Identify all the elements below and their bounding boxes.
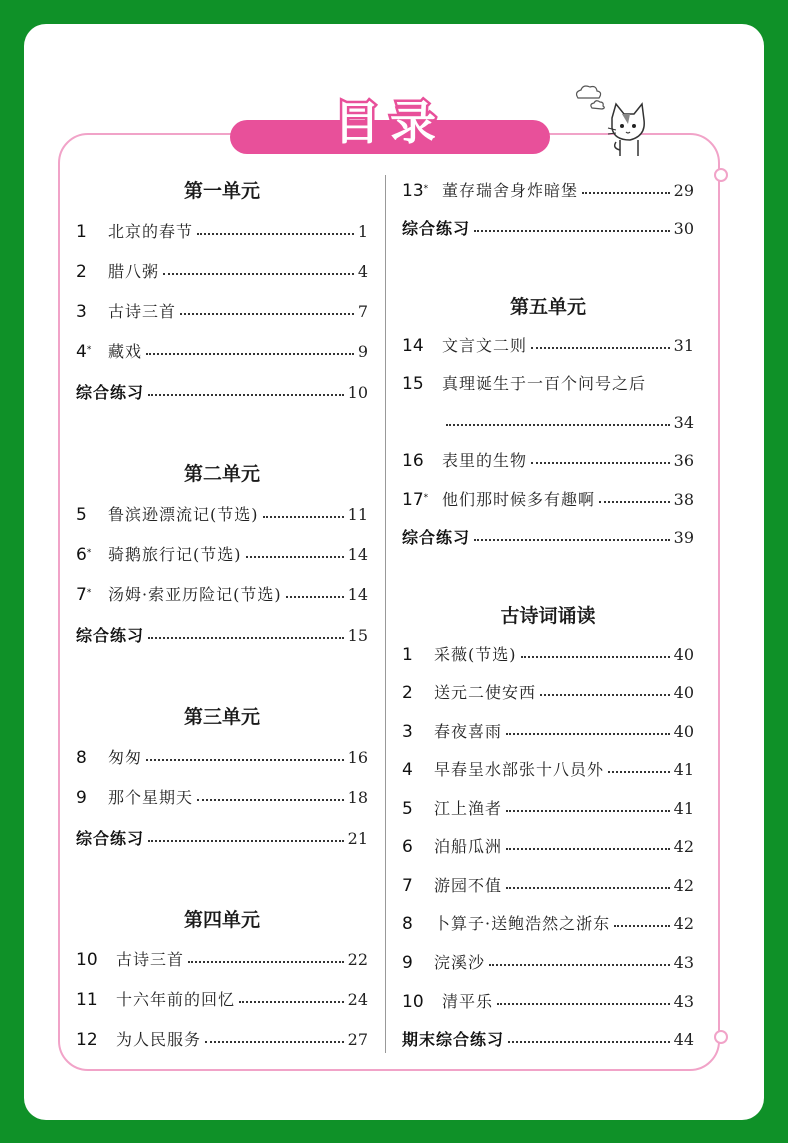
- lesson-title: 卜算子·送鲍浩然之浙东: [434, 914, 611, 933]
- dot-leader: [608, 771, 670, 773]
- page-number: 7: [357, 302, 368, 321]
- toc-entry[interactable]: [402, 758, 694, 782]
- page-number: 41: [673, 760, 694, 779]
- page-number: 29: [673, 181, 694, 200]
- exercise-entry[interactable]: [402, 526, 694, 550]
- unit-heading: 古诗词诵读: [500, 605, 596, 627]
- dot-leader: [246, 556, 344, 558]
- dot-leader: [599, 501, 670, 503]
- toc-entry[interactable]: [402, 720, 694, 744]
- page-number: 42: [673, 914, 694, 933]
- lesson-number: [402, 488, 442, 512]
- toc-entry[interactable]: [402, 681, 694, 705]
- dot-leader: [197, 233, 354, 235]
- lesson-number: [402, 449, 442, 473]
- toc-entry[interactable]: [402, 488, 694, 512]
- lesson-number-text: 5: [76, 505, 87, 525]
- toc-entry[interactable]: [76, 746, 368, 770]
- frame-ring-top: [714, 168, 728, 182]
- lesson-number-text: 9: [402, 953, 413, 973]
- toc-entry-continuation[interactable]: [402, 411, 694, 435]
- unit-heading: 第三单元: [183, 706, 260, 728]
- dot-leader: [474, 539, 670, 541]
- page-number: 21: [347, 829, 368, 848]
- dot-leader: [521, 656, 670, 658]
- lesson-number: [76, 746, 108, 770]
- lesson-number-text: 2: [76, 262, 87, 282]
- lesson-title: 古诗三首: [116, 950, 185, 969]
- page-number: 41: [673, 799, 694, 818]
- lesson-title: 他们那时候多有趣啊: [442, 490, 596, 509]
- lesson-number-text: 12: [76, 1030, 98, 1050]
- lesson-number-text: 10: [76, 950, 98, 970]
- dot-leader: [506, 887, 670, 889]
- dot-leader: [474, 230, 670, 232]
- lesson-number-text: 10: [402, 992, 424, 1012]
- lesson-title: 十六年前的回忆: [116, 990, 236, 1009]
- toc-entry[interactable]: [76, 503, 368, 527]
- page-number: 1: [357, 222, 368, 241]
- lesson-number-text: 1: [402, 645, 413, 665]
- toc-entry[interactable]: [402, 990, 694, 1014]
- dot-leader: [180, 313, 354, 315]
- page-number: 34: [673, 413, 694, 432]
- lesson-number: [402, 835, 434, 859]
- toc-entry[interactable]: [76, 260, 368, 284]
- dot-leader: [531, 347, 670, 349]
- page-number: 42: [673, 837, 694, 856]
- lesson-title: 真理诞生于一百个问号之后: [442, 374, 647, 393]
- toc-entry[interactable]: [402, 797, 694, 821]
- page-number: 40: [673, 645, 694, 664]
- exercise-title: 综合练习: [402, 219, 471, 238]
- lesson-number: [402, 990, 442, 1014]
- page-number: 11: [347, 505, 368, 524]
- lesson-number-text: 2: [402, 683, 413, 703]
- lesson-number: [76, 543, 108, 567]
- optional-star-mark: *: [423, 184, 429, 194]
- dot-leader: [148, 394, 344, 396]
- optional-star-mark: *: [423, 493, 429, 503]
- page-number: 9: [357, 342, 368, 361]
- page-number: 18: [347, 788, 368, 807]
- lesson-number-text: 17: [402, 490, 424, 510]
- lesson-number-text: 7: [402, 876, 413, 896]
- exercise-title: 综合练习: [76, 383, 145, 402]
- lesson-number: [402, 912, 434, 936]
- lesson-number-text: 6: [402, 837, 413, 857]
- lesson-title: 骑鹅旅行记(节选): [108, 545, 242, 564]
- lesson-title: 古诗三首: [108, 302, 177, 321]
- page-number: 15: [347, 626, 368, 645]
- exercise-entry[interactable]: [76, 624, 368, 648]
- page-number: 22: [347, 950, 368, 969]
- lesson-number: [76, 260, 108, 284]
- toc-entry[interactable]: [402, 449, 694, 473]
- frame-ring-bottom: [714, 1030, 728, 1044]
- toc-entry[interactable]: [76, 988, 368, 1012]
- dot-leader: [148, 840, 344, 842]
- page-number: 14: [347, 585, 368, 604]
- unit-heading: 第五单元: [509, 296, 586, 318]
- dot-leader: [263, 516, 344, 518]
- page-number: 43: [673, 953, 694, 972]
- column-divider: [385, 175, 386, 1053]
- lesson-number: [402, 797, 434, 821]
- lesson-number-text: 15: [402, 374, 424, 394]
- lesson-number-text: 13: [402, 181, 424, 201]
- lesson-number: [76, 503, 108, 527]
- lesson-number: [402, 874, 434, 898]
- lesson-number: [402, 334, 442, 358]
- title-box: [310, 92, 470, 148]
- lesson-title: 北京的春节: [108, 222, 194, 241]
- lesson-title: 采薇(节选): [434, 645, 517, 664]
- page-number: 43: [673, 992, 694, 1011]
- toc-entry[interactable]: [402, 643, 694, 667]
- page-number: 30: [673, 219, 694, 238]
- lesson-title: 表里的生物: [442, 451, 528, 470]
- lesson-number-text: 3: [76, 302, 87, 322]
- lesson-title: 文言文二则: [442, 336, 528, 355]
- page-number: 40: [673, 722, 694, 741]
- toc-entry[interactable]: [402, 179, 694, 203]
- dot-leader: [489, 964, 670, 966]
- page-number: 40: [673, 683, 694, 702]
- lesson-number-text: 8: [402, 914, 413, 934]
- dot-leader: [497, 1003, 670, 1005]
- page-number: 36: [673, 451, 694, 470]
- toc-entry[interactable]: [76, 340, 368, 364]
- lesson-title: 游园不值: [434, 876, 503, 895]
- page-number: 42: [673, 876, 694, 895]
- exercise-entry[interactable]: [402, 1028, 694, 1052]
- dot-leader: [540, 694, 670, 696]
- toc-entry[interactable]: [76, 543, 368, 567]
- dot-leader: [146, 353, 354, 355]
- lesson-number-text: 1: [76, 222, 87, 242]
- lesson-number: [76, 583, 108, 607]
- page-number: 16: [347, 748, 368, 767]
- lesson-number-text: 4: [402, 760, 413, 780]
- lesson-number: [76, 786, 108, 810]
- exercise-entry[interactable]: [76, 381, 368, 405]
- lesson-number-text: 7: [76, 585, 87, 605]
- lesson-number-text: 16: [402, 451, 424, 471]
- lesson-title: 为人民服务: [116, 1030, 202, 1049]
- cloud-icon: [577, 86, 605, 109]
- lesson-number-text: 11: [76, 990, 98, 1010]
- lesson-title: 泊船瓜洲: [434, 837, 503, 856]
- toc-entry[interactable]: [76, 1028, 368, 1052]
- lesson-number-text: 8: [76, 748, 87, 768]
- lesson-title: 春夜喜雨: [434, 722, 503, 741]
- cat-mascot-icon: [572, 84, 650, 160]
- dot-leader: [506, 848, 670, 850]
- lesson-title: 董存瑞舍身炸暗堡: [442, 181, 579, 200]
- dot-leader: [508, 1041, 670, 1043]
- lesson-number: [402, 643, 434, 667]
- toc-entry[interactable]: [402, 912, 694, 936]
- dot-leader: [582, 192, 670, 194]
- toc-entry[interactable]: [402, 835, 694, 859]
- dot-leader: [506, 810, 670, 812]
- page-number: 27: [347, 1030, 368, 1049]
- toc-entry[interactable]: [76, 300, 368, 324]
- page-number: 44: [673, 1030, 694, 1049]
- lesson-number: [402, 758, 434, 782]
- dot-leader: [446, 424, 670, 426]
- page-number: 38: [673, 490, 694, 509]
- exercise-title: 综合练习: [402, 528, 471, 547]
- dot-leader: [531, 462, 670, 464]
- unit-heading: 第二单元: [183, 463, 260, 485]
- lesson-number: [76, 340, 108, 364]
- lesson-number: [76, 220, 108, 244]
- lesson-title: 汤姆·索亚历险记(节选): [108, 585, 282, 604]
- lesson-title: 送元二使安西: [434, 683, 537, 702]
- toc-entry[interactable]: [402, 372, 694, 396]
- page-number: 31: [673, 336, 694, 355]
- lesson-number: [402, 179, 442, 203]
- toc-entry[interactable]: [402, 874, 694, 898]
- dot-leader: [614, 925, 670, 927]
- unit-heading: 第一单元: [183, 180, 260, 202]
- lesson-title: 鲁滨逊漂流记(节选): [108, 505, 259, 524]
- lesson-title: 腊八粥: [108, 262, 160, 281]
- dot-leader: [239, 1001, 344, 1003]
- toc-entry[interactable]: [76, 220, 368, 244]
- lesson-number: [76, 948, 116, 972]
- page-number: 10: [347, 383, 368, 402]
- lesson-number-text: 9: [76, 788, 87, 808]
- lesson-number: [76, 1028, 116, 1052]
- exercise-title: 期末综合练习: [402, 1030, 505, 1049]
- lesson-number-text: 6: [76, 545, 87, 565]
- lesson-title: 江上渔者: [434, 799, 503, 818]
- dot-leader: [286, 596, 344, 598]
- dot-leader: [163, 273, 354, 275]
- dot-leader: [146, 759, 344, 761]
- exercise-entry[interactable]: [76, 827, 368, 851]
- page-number: 39: [673, 528, 694, 547]
- unit-heading: 第四单元: [183, 909, 260, 931]
- dot-leader: [205, 1041, 344, 1043]
- lesson-number-text: 5: [402, 799, 413, 819]
- toc-entry[interactable]: [402, 334, 694, 358]
- exercise-title: 综合练习: [76, 829, 145, 848]
- lesson-number-text: 3: [402, 722, 413, 742]
- lesson-number: [402, 720, 434, 744]
- dot-leader: [148, 637, 344, 639]
- lesson-number: [402, 372, 442, 396]
- dot-leader: [197, 799, 344, 801]
- lesson-title: 浣溪沙: [434, 953, 486, 972]
- page-number: 24: [347, 990, 368, 1009]
- lesson-title: 早春呈水部张十八员外: [434, 760, 605, 779]
- dot-leader: [188, 961, 344, 963]
- toc-entry[interactable]: [76, 786, 368, 810]
- lesson-number: [76, 988, 116, 1012]
- dot-leader: [506, 733, 670, 735]
- lesson-title: 清平乐: [442, 992, 494, 1011]
- exercise-title: 综合练习: [76, 626, 145, 645]
- optional-star-mark: *: [86, 548, 92, 558]
- toc-entry[interactable]: [76, 948, 368, 972]
- toc-entry[interactable]: [76, 583, 368, 607]
- lesson-title: 那个星期天: [108, 788, 194, 807]
- optional-star-mark: *: [86, 345, 92, 355]
- page-number: 4: [357, 262, 368, 281]
- lesson-number: [402, 951, 434, 975]
- lesson-number-text: 14: [402, 336, 424, 356]
- page-number: 14: [347, 545, 368, 564]
- lesson-number: [76, 300, 108, 324]
- lesson-title: 藏戏: [108, 342, 143, 361]
- optional-star-mark: *: [86, 588, 92, 598]
- lesson-number-text: 4: [76, 342, 87, 362]
- page-title: 目录: [334, 96, 446, 150]
- lesson-title: 匆匆: [108, 748, 143, 767]
- toc-entry[interactable]: [402, 951, 694, 975]
- lesson-number: [402, 681, 434, 705]
- exercise-entry[interactable]: [402, 217, 694, 241]
